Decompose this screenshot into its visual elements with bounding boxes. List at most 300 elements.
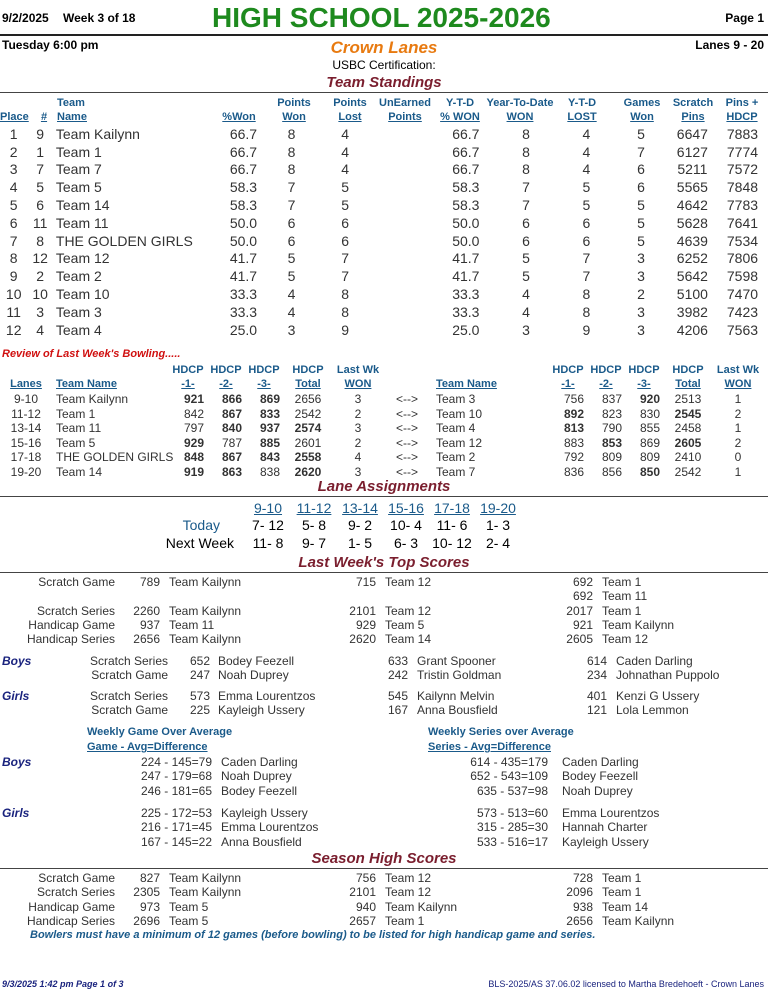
- standings-cell: Team 10: [55, 286, 110, 303]
- standings-cell: 8: [522, 161, 530, 178]
- score-team: Team 5: [169, 914, 209, 928]
- review-col-header: [552, 363, 584, 391]
- review-col-header: [336, 363, 380, 391]
- col-header-line: -2-: [219, 378, 233, 390]
- standings-cell: 8: [582, 286, 591, 303]
- bowler-name: Kenzi G Ussery: [616, 689, 700, 703]
- standings-cell: 7641: [726, 214, 759, 231]
- table-row: [0, 196, 768, 214]
- col-header-line: [56, 363, 176, 377]
- standings-cell: 66.7: [452, 143, 480, 160]
- standings-col-header: [484, 96, 556, 124]
- score-value: 715: [355, 575, 376, 589]
- standings-cell: [372, 232, 424, 250]
- review-team-a: Team Kailynn: [56, 392, 129, 406]
- standings-cell: 10: [32, 286, 48, 303]
- standings-cell: 7883: [726, 125, 759, 142]
- col-header-line: Team Name: [436, 378, 497, 390]
- over-avg-calc: 573 - 513=60: [476, 806, 548, 820]
- standings-cell: 7: [637, 143, 645, 160]
- review-arrow: <-->: [396, 435, 419, 450]
- review-score-b: 869: [639, 435, 660, 450]
- standings-cell: 33.3: [452, 286, 480, 303]
- standings-cell: 4: [582, 125, 591, 142]
- score-value: 2305: [133, 885, 160, 899]
- review-won-a: 2: [354, 406, 362, 421]
- review-arrow: <-->: [396, 450, 419, 465]
- score-value: 2620: [349, 632, 376, 646]
- over-avg-calc: 225 - 172=53: [140, 806, 212, 820]
- standings-cell: 8: [341, 286, 350, 303]
- col-header-line: Team: [57, 97, 85, 109]
- standings-cell: 33.3: [229, 286, 258, 303]
- score-value: 2696: [133, 914, 160, 928]
- review-won-b: 0: [734, 450, 742, 465]
- standings-cell: 50.0: [452, 232, 480, 249]
- next-week-label: Next Week: [165, 535, 234, 551]
- review-lanes: 15-16: [10, 435, 42, 450]
- review-team-a: THE GOLDEN GIRLS: [56, 450, 174, 465]
- review-score-a: 929: [183, 435, 204, 450]
- next-week-pair: 1- 5: [347, 535, 373, 551]
- score-category: Scratch Game: [38, 871, 115, 885]
- review-score-a: 863: [221, 465, 242, 479]
- standings-cell: 6: [287, 232, 296, 249]
- score-category: Handicap Game: [28, 618, 115, 632]
- over-avg-boys-label: Boys: [2, 755, 32, 769]
- col-header-line: Points: [388, 111, 422, 123]
- standings-cell: 7572: [726, 161, 759, 178]
- standings-cell: 4: [287, 286, 296, 303]
- score-category: Scratch Series: [36, 604, 115, 618]
- review-won-a: 3: [354, 421, 362, 436]
- table-row: [0, 178, 768, 196]
- standings-cell: 3: [637, 250, 645, 267]
- review-score-b: 792: [563, 450, 584, 465]
- score-value: 2101: [349, 885, 376, 899]
- standings-cell: [372, 178, 424, 196]
- lane-header: 19-20: [480, 500, 516, 516]
- score-team: Team 11: [169, 618, 215, 632]
- today-pair: 9- 2: [347, 517, 373, 533]
- score-team: Team 12: [602, 632, 649, 646]
- standings-divider: [0, 92, 768, 93]
- review-col-header: [248, 363, 280, 391]
- review-score-b: 2605: [674, 435, 702, 450]
- standings-cell: 2: [36, 268, 45, 285]
- review-score-a: 867: [221, 406, 242, 421]
- bowler-name: Kayleigh Ussery: [218, 703, 305, 717]
- standings-cell: 25.0: [452, 321, 480, 338]
- col-header-line: % WON: [440, 111, 480, 123]
- score-value: 2096: [566, 885, 593, 899]
- col-header-line: [0, 96, 28, 110]
- table-row: [0, 232, 768, 250]
- standings-cell: 5: [637, 197, 645, 214]
- standings-cell: 3: [637, 303, 645, 320]
- review-lanes: 17-18: [10, 450, 42, 465]
- bowler-name: Emma Lourentzos: [221, 820, 319, 835]
- over-avg-calc: 246 - 181=65: [140, 783, 212, 798]
- standings-cell: 5: [637, 232, 645, 249]
- today-pair: 11- 6: [436, 517, 468, 533]
- next-week-pair: 10- 12: [432, 535, 472, 551]
- col-header-line: HDCP: [552, 364, 584, 376]
- standings-cell: 12: [32, 250, 48, 267]
- review-team-b: Team 4: [436, 421, 476, 436]
- review-team-a: Team 1: [56, 406, 96, 421]
- score-team: Team 1: [602, 885, 642, 899]
- col-header-line: HDCP: [248, 364, 280, 376]
- col-header-line: Last Wk: [716, 364, 760, 376]
- standings-cell: [372, 125, 424, 143]
- standings-cell: 58.3: [229, 179, 258, 196]
- next-week-pair: 6- 3: [393, 535, 419, 551]
- next-week-pair: 9- 7: [301, 535, 327, 551]
- score-value: 2657: [349, 914, 376, 928]
- score-team: Team 5: [169, 900, 209, 914]
- bowler-name: Caden Darling: [221, 755, 298, 769]
- col-header-line: WON: [724, 378, 752, 390]
- col-header-line: Place: [0, 111, 29, 123]
- standings-col-header: [0, 96, 28, 124]
- col-header-line: Points: [277, 97, 311, 109]
- standings-cell: 8: [522, 143, 530, 160]
- review-won-a: 4: [354, 450, 362, 465]
- score-team: Team 12: [385, 871, 432, 885]
- standings-cell: 3982: [676, 303, 708, 320]
- score-team: Team 12: [385, 575, 432, 589]
- indiv-value: 545: [387, 689, 408, 703]
- today-pair: 7- 12: [252, 517, 284, 533]
- review-score-b: 756: [563, 392, 584, 406]
- today-pair: 1- 3: [485, 517, 511, 533]
- over-avg-calc: 224 - 145=79: [140, 755, 212, 769]
- next-week-pair: 11- 8: [252, 535, 284, 551]
- header-divider: [0, 34, 768, 36]
- page-number: Page 1: [725, 11, 764, 25]
- standings-cell: 7: [36, 161, 45, 178]
- lane-header: 11-12: [296, 500, 332, 516]
- review-col-header: [2, 363, 50, 391]
- standings-cell: 7783: [726, 197, 759, 214]
- season-note: Bowlers must have a minimum of 12 games (before bowling) to be listed for high handicap game and series.: [30, 929, 596, 941]
- score-team: Team Kailynn: [602, 914, 675, 928]
- review-score-b: 850: [639, 465, 660, 479]
- review-score-b: 920: [639, 392, 660, 406]
- standings-cell: 8: [522, 125, 530, 142]
- table-row: [0, 285, 768, 303]
- col-header-line: -1-: [561, 378, 575, 390]
- review-team-b: Team 2: [436, 450, 476, 465]
- standings-cell: 5: [287, 250, 296, 267]
- review-score-a: 885: [259, 435, 280, 450]
- standings-cell: 7: [522, 197, 530, 214]
- standings-cell: 8: [36, 232, 45, 249]
- review-won-a: 2: [354, 435, 362, 450]
- bowler-name: Anna Bousfield: [417, 703, 498, 717]
- col-header-line: Scratch: [672, 97, 714, 109]
- bowler-name: Noah Duprey: [218, 668, 289, 682]
- bowler-name: Lola Lemmon: [616, 703, 689, 717]
- standings-cell: 1: [36, 143, 45, 160]
- bowler-name: Johnathan Puppolo: [616, 668, 720, 682]
- standings-cell: 66.7: [452, 125, 480, 142]
- standings-table: [0, 125, 768, 339]
- col-header-line: %Won: [222, 111, 256, 123]
- standings-cell: 50.0: [452, 214, 480, 231]
- indiv-value: 401: [586, 689, 607, 703]
- review-col-header: [590, 363, 622, 391]
- standings-cell: 12: [5, 321, 22, 338]
- score-value: 756: [355, 871, 376, 885]
- standings-cell: 6647: [676, 125, 708, 142]
- col-header-line: Team Name: [56, 378, 117, 390]
- standings-cell: 8: [9, 250, 18, 267]
- score-value: 2017: [566, 604, 593, 618]
- col-header-line: Lanes: [10, 378, 42, 390]
- standings-cell: 5: [637, 125, 645, 142]
- series-over-avg-title: Weekly Series over Average: [428, 726, 574, 738]
- table-row: [0, 143, 768, 161]
- review-title: Review of Last Week's Bowling.....: [2, 348, 181, 360]
- standings-cell: 8: [287, 125, 296, 142]
- review-lanes: 19-20: [10, 465, 42, 479]
- standings-cell: 4: [9, 179, 18, 196]
- col-header-line: Won: [630, 111, 654, 123]
- col-header-line: #: [40, 111, 48, 123]
- score-value: 940: [355, 900, 376, 914]
- col-header-line: Lost: [338, 111, 362, 123]
- certification: USBC Certification:: [332, 58, 436, 72]
- standings-cell: 4206: [676, 321, 708, 338]
- bowler-name: Anna Bousfield: [221, 834, 302, 849]
- standings-cell: 5: [522, 250, 530, 267]
- review-score-a: 937: [259, 421, 280, 436]
- review-score-a: 867: [221, 450, 242, 465]
- standings-cell: 5: [287, 268, 296, 285]
- col-header-line: [218, 96, 260, 110]
- review-col-header: [56, 363, 176, 391]
- over-avg-calc: 533 - 516=17: [476, 834, 548, 849]
- col-header-line: WON: [506, 111, 534, 123]
- col-header-line: [2, 363, 50, 377]
- standings-cell: 7: [582, 250, 591, 267]
- review-score-a: 869: [259, 392, 280, 406]
- table-row: [0, 161, 768, 179]
- today-pair: 10- 4: [390, 517, 422, 533]
- score-team: Team Kailynn: [169, 604, 242, 618]
- review-won-b: 1: [734, 465, 742, 479]
- col-header-line: [34, 96, 54, 110]
- score-team: Team 12: [385, 885, 432, 899]
- game-over-avg-title: Weekly Game Over Average: [87, 726, 233, 738]
- indiv-value: 121: [586, 703, 607, 717]
- standings-cell: 7534: [726, 232, 759, 249]
- standings-cell: 50.0: [229, 232, 258, 249]
- standings-cell: 9: [341, 321, 350, 338]
- standings-cell: 9: [36, 125, 45, 142]
- bowler-name: Bodey Feezell: [562, 769, 639, 784]
- review-col-header: [288, 363, 328, 391]
- standings-cell: 2: [637, 286, 645, 303]
- review-score-b: 883: [563, 435, 584, 450]
- score-team: Team Kailynn: [169, 871, 242, 885]
- lane-header: 15-16: [388, 500, 424, 516]
- review-won-b: 1: [734, 421, 742, 436]
- review-score-a: 797: [183, 421, 204, 436]
- standings-cell: 6: [522, 232, 530, 249]
- standings-cell: 6: [287, 214, 296, 231]
- bowler-name: Emma Lourentzos: [562, 806, 660, 820]
- standings-cell: 8: [287, 161, 296, 178]
- standings-cell: THE GOLDEN GIRLS: [55, 232, 193, 249]
- col-header-line: -2-: [599, 378, 613, 390]
- standings-cell: Team 3: [55, 303, 102, 320]
- standings-cell: 8: [287, 143, 296, 160]
- standings-cell: 6: [522, 214, 530, 231]
- indiv-category: Scratch Series: [89, 654, 168, 668]
- review-col-header: [172, 363, 204, 391]
- boys-label: Boys: [2, 654, 32, 668]
- indiv-value: 234: [586, 668, 607, 682]
- indiv-value: 225: [189, 703, 210, 717]
- standings-cell: 6: [582, 232, 591, 249]
- col-header-line: WON: [344, 378, 372, 390]
- review-arrow: <-->: [396, 465, 419, 479]
- standings-cell: 6127: [676, 143, 708, 160]
- bowler-name: Bodey Feezell: [221, 783, 298, 798]
- standings-cell: 2: [9, 143, 18, 160]
- lane-assignments-divider: [0, 496, 768, 497]
- standings-cell: 5628: [676, 214, 708, 231]
- score-team: Team 1: [602, 871, 642, 885]
- col-header-line: Name: [57, 111, 87, 123]
- review-won-a: 3: [354, 392, 362, 406]
- lanes-range: Lanes 9 - 20: [695, 38, 764, 52]
- col-header-line: Year-To-Date: [486, 97, 554, 109]
- col-header-line: HDCP: [210, 364, 242, 376]
- lane-assignments-title: Lane Assignments: [317, 478, 451, 495]
- score-team: Team 5: [385, 618, 425, 632]
- review-score-a: 787: [221, 435, 242, 450]
- table-row: [0, 321, 768, 339]
- today-label: Today: [182, 517, 220, 533]
- standings-cell: 7: [341, 268, 350, 285]
- score-category: Scratch Series: [36, 885, 115, 899]
- col-header-line: HDCP: [292, 364, 324, 376]
- top-scores-divider: [0, 572, 768, 573]
- standings-cell: 4: [582, 161, 591, 178]
- indiv-value: 167: [387, 703, 408, 717]
- col-header-line: Won: [282, 111, 306, 123]
- standings-cell: 4: [341, 161, 350, 178]
- indiv-value: 633: [387, 654, 408, 668]
- review-col-header: [210, 363, 242, 391]
- standings-title: Team Standings: [326, 74, 442, 91]
- standings-cell: 9: [582, 321, 591, 338]
- season-high-title: Season High Scores: [311, 850, 457, 867]
- page-title: HIGH SCHOOL 2025-2026: [212, 2, 551, 33]
- standings-cell: 11: [6, 303, 21, 320]
- col-header-line: Pins +: [725, 97, 759, 109]
- standings-col-header: [620, 96, 664, 124]
- score-value: 2101: [349, 604, 376, 618]
- indiv-value: 242: [387, 668, 408, 682]
- review-team-b: Team 3: [436, 392, 476, 406]
- score-value: 728: [572, 871, 593, 885]
- standings-col-header: [669, 96, 717, 124]
- standings-cell: 7: [582, 268, 591, 285]
- standings-cell: 3: [637, 268, 645, 285]
- review-score-b: 809: [601, 450, 622, 465]
- indiv-category: Scratch Game: [91, 668, 168, 682]
- standings-cell: 6: [637, 161, 645, 178]
- review-arrow: <-->: [396, 421, 419, 436]
- standings-cell: Team 11: [55, 214, 109, 231]
- standings-col-header: [379, 96, 431, 124]
- score-value: 921: [572, 618, 593, 632]
- score-value: 2260: [133, 604, 160, 618]
- bowler-name: Caden Darling: [562, 755, 639, 769]
- standings-cell: [372, 143, 424, 161]
- review-score-b: 813: [563, 421, 584, 436]
- standings-cell: 7598: [726, 268, 759, 285]
- standings-cell: 7848: [726, 179, 759, 196]
- standings-cell: Team 2: [55, 268, 102, 285]
- standings-cell: 6: [582, 214, 591, 231]
- col-header-line: HDCP: [590, 364, 622, 376]
- review-score-b: 2458: [674, 421, 702, 436]
- standings-cell: 3: [522, 321, 530, 338]
- review-score-a: 921: [183, 392, 204, 406]
- review-score-b: 856: [601, 465, 622, 479]
- standings-cell: 7806: [726, 250, 759, 267]
- week-label: Week 3 of 18: [63, 11, 136, 25]
- standings-cell: 3: [637, 321, 645, 338]
- col-header-line: -3-: [637, 378, 651, 390]
- col-header-line: Last Wk: [336, 364, 380, 376]
- standings-col-header: [720, 96, 764, 124]
- bowler-name: Noah Duprey: [562, 783, 633, 798]
- standings-cell: 6: [341, 232, 350, 249]
- score-team: Team Kailynn: [385, 900, 458, 914]
- review-score-a: 2656: [294, 392, 322, 406]
- score-team: Team 1: [385, 914, 425, 928]
- col-header-line: Pins: [681, 111, 705, 123]
- standings-cell: 5: [637, 214, 645, 231]
- standings-col-header: [34, 96, 54, 124]
- review-lanes: 13-14: [10, 421, 42, 436]
- review-arrow: <-->: [396, 406, 419, 421]
- standings-cell: [372, 161, 424, 179]
- standings-cell: 9: [9, 268, 18, 285]
- review-score-b: 809: [639, 450, 660, 465]
- standings-cell: 58.3: [229, 197, 258, 214]
- col-header-line: -3-: [257, 378, 271, 390]
- review-score-a: 866: [221, 392, 242, 406]
- standings-cell: Team 4: [55, 321, 102, 338]
- bowler-name: Emma Lourentzos: [218, 689, 316, 703]
- standings-cell: [372, 321, 424, 339]
- standings-cell: 6: [637, 179, 645, 196]
- standings-cell: 4642: [676, 197, 708, 214]
- footer-license: BLS-2025/AS 37.06.02 licensed to Martha Bredehoeft - Crown Lanes: [488, 979, 764, 989]
- score-value: 2605: [566, 632, 593, 646]
- standings-col-header: [57, 96, 207, 124]
- standings-cell: 4: [36, 321, 45, 338]
- standings-cell: 5642: [676, 268, 708, 285]
